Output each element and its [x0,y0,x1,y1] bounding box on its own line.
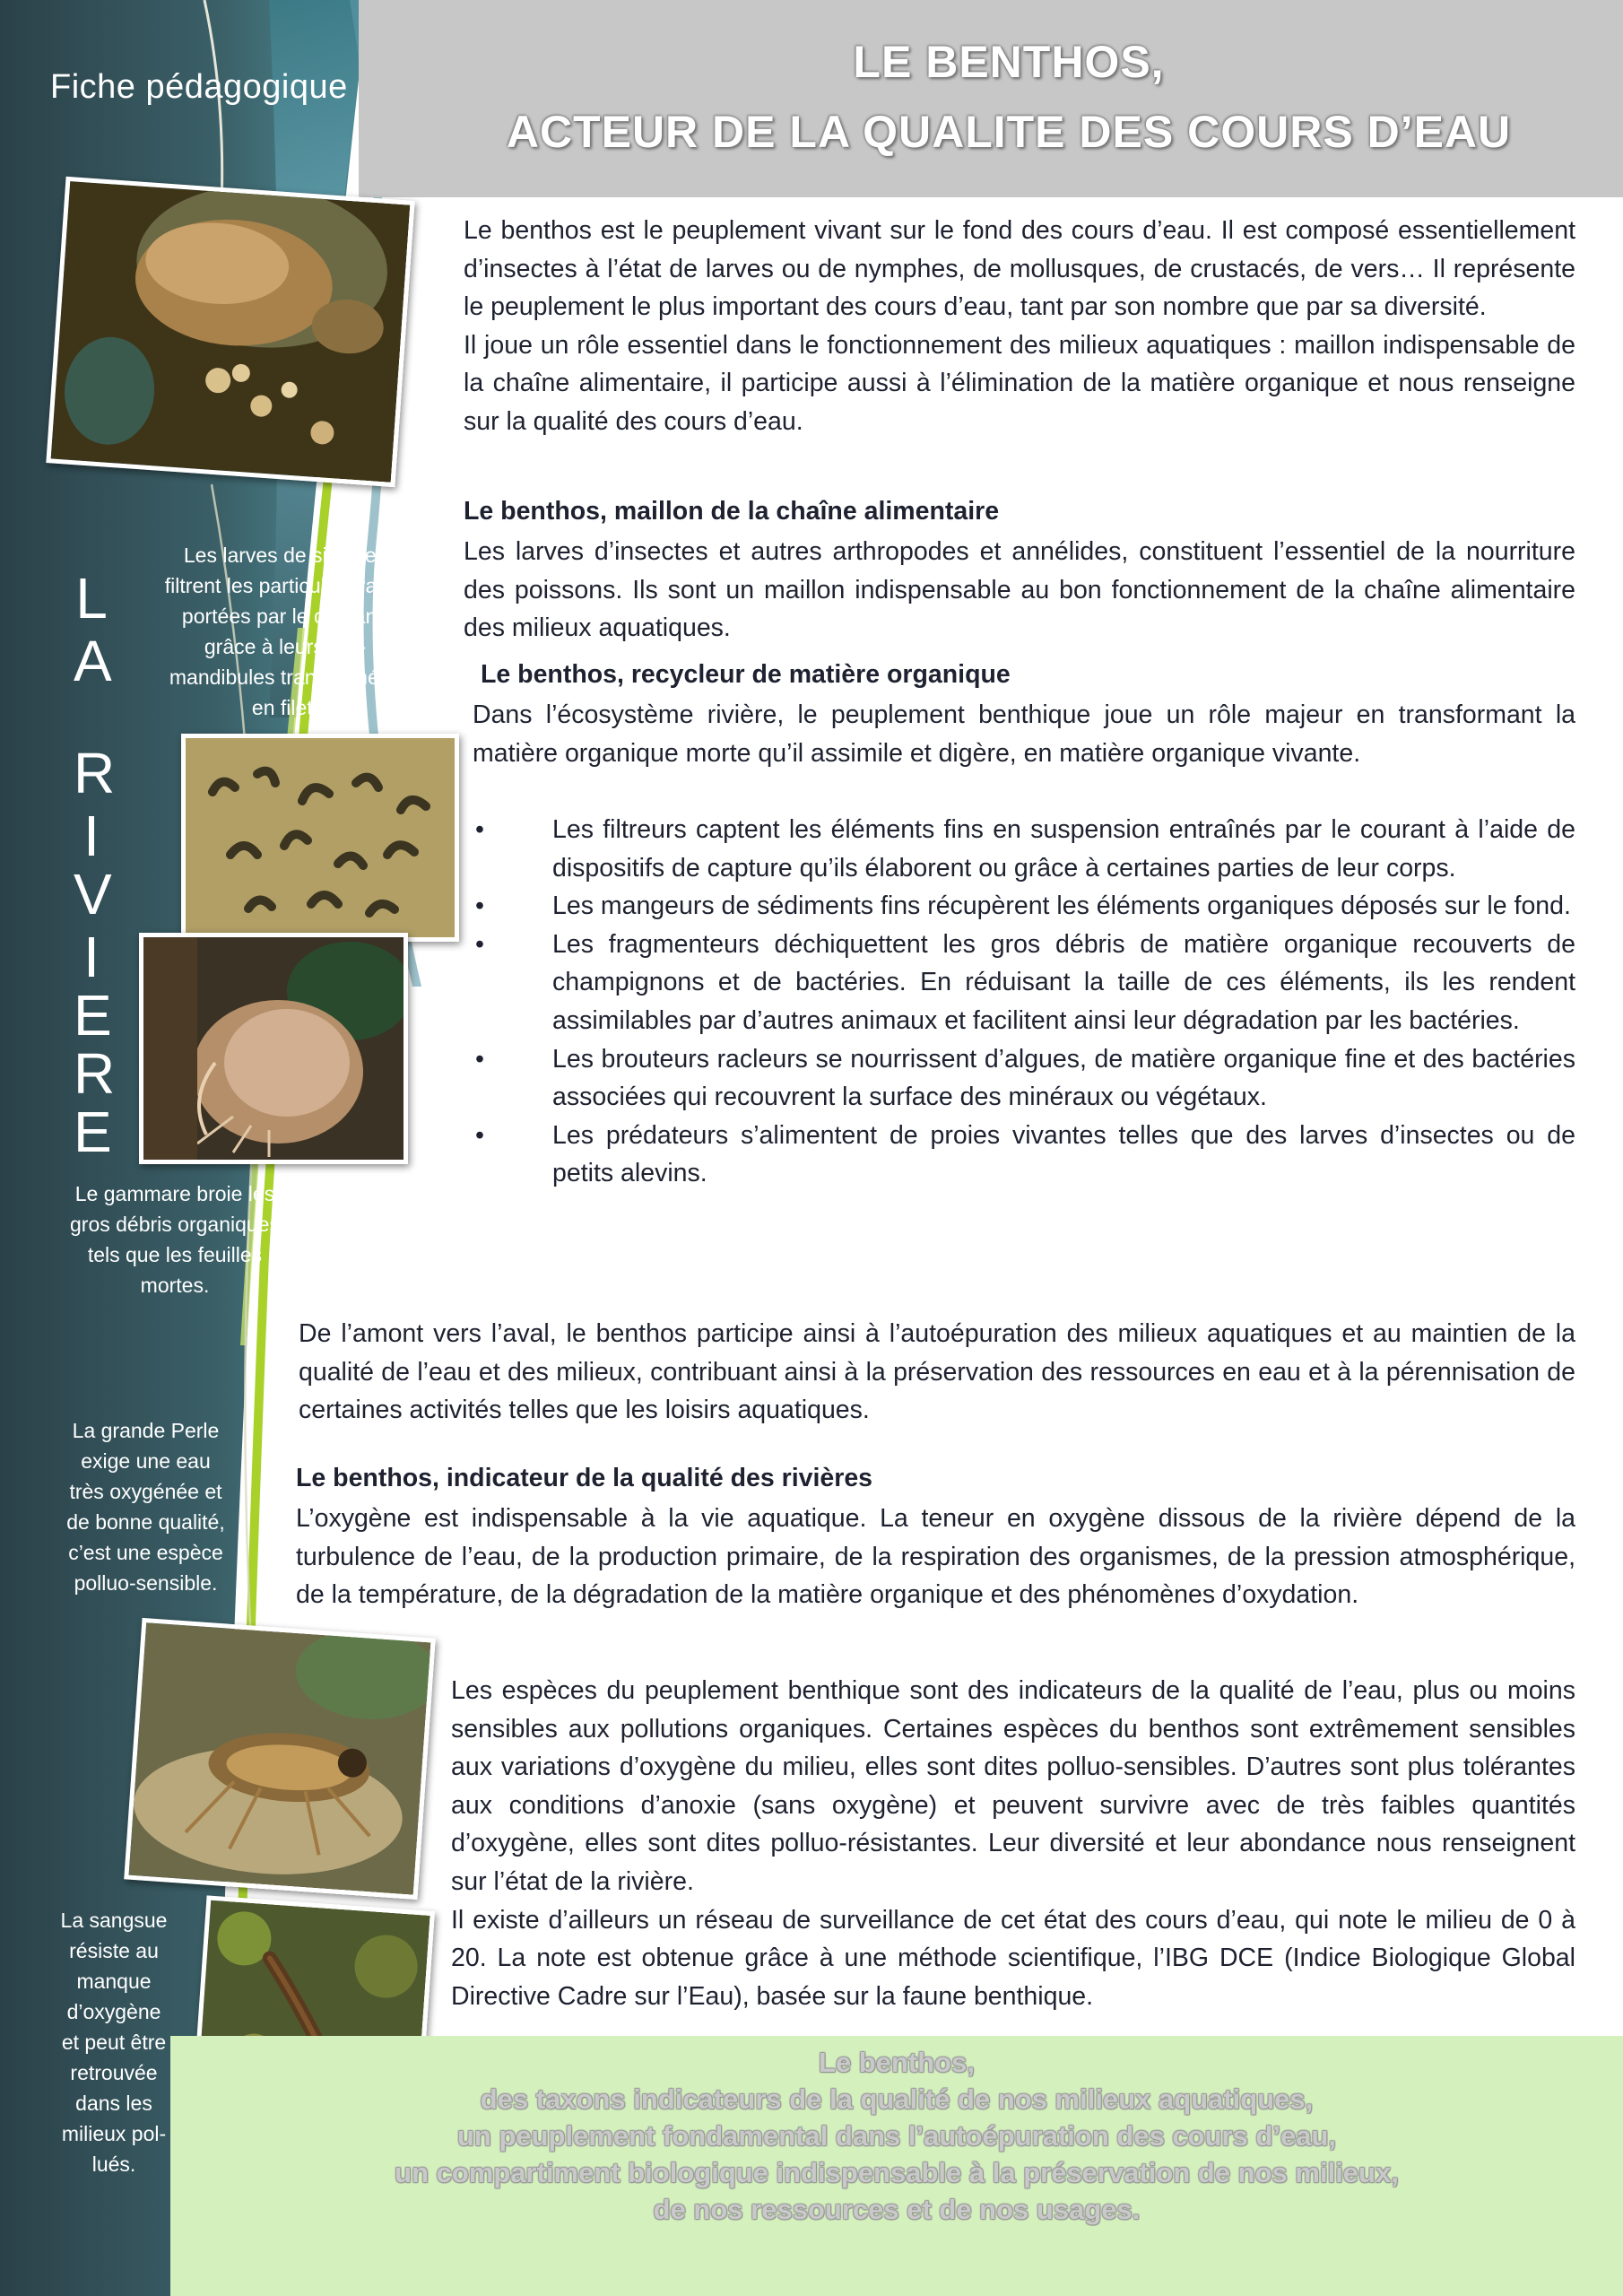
section3-heading: Le benthos, indicateur de la qualité des rivières [296,1464,873,1492]
caption-line: mortes. [140,1274,210,1297]
section3-paragraph: Les espèces du peuplement benthique sont des indicateurs de la qualité de l’eau, plus ou moins sensibles aux pollutions organiques. Certaines espèces du benthos sont extrêmement sensibles aux variations d’oxygène du milieu, elles sont dites polluo-sensibles. D’autres sont plus tolérantes aux conditions d’anoxie (sans oxygène) et peuvent survivre avec de très faibles quantités d’oxygène, elles sont dites polluo-résistantes. Leur diversité et leur abondance nous renseignent sur l’état de la rivière. [451,1676,1575,1896]
header-band [359,0,1623,197]
banner-line: de nos ressources et de nos usages. [653,2194,1141,2225]
stones-larvae-photo [46,177,414,487]
list-item-text: Les brouteurs racleurs se nourrissent d’algues, de matière organique fine et des bactéries associées qui recouvrent la surface des minéraux ou végétaux. [552,1044,1575,1112]
caption-line: polluo-sensible. [74,1571,218,1595]
caption-line: lués. [91,2152,136,2176]
bullet-icon: • [475,815,484,844]
vertical-letter: R [74,1041,116,1106]
caption-line: en filet. [251,696,319,719]
caption-line: milieux pol- [61,2122,167,2145]
caption-line: d’oxygène [66,2000,161,2023]
list-item-text: Les prédateurs s’alimentent de proies vivantes telles que des larves d’insectes ou de petits alevins. [552,1120,1575,1188]
list-item [475,811,1575,887]
perle-larva-photo [124,1618,436,1900]
vertical-letter: I [83,925,100,989]
intro-paragraph-2: Il joue un rôle essentiel dans le fonctionnement des milieux aquatiques : maillon indispensable de la chaîne alimentaire, il participe aussi à l’élimination de la matière organique et nous renseigne sur la qualité des cours d’eau. [464,330,1575,436]
caption-line: dans les [75,2092,152,2115]
caption-line: filtrent les particules trans- [164,574,406,597]
caption-line: de bonne qualité, [66,1510,225,1534]
section3-paragraph: Il existe d’ailleurs un réseau de surveillance de cet état des cours d’eau, qui note le milieu de 0 à 20. La note est obtenue grâce à une méthode scientifique, l’IBG DCE (Indice Biologique Global Directive Cadre sur l’Eau), basée sur la faune benthique. [451,1905,1575,2011]
list-item [475,926,1575,1040]
caption-line: résiste au [69,1939,159,1962]
banner-line: un peuplement fondamental dans l’autoépuration des cours d’eau, [456,2120,1337,2152]
banner-line: Le benthos, [819,2047,975,2078]
page-title-line-1: LE BENTHOS, [853,37,1165,87]
caption-simulies [151,540,420,723]
intro-block [464,212,1575,441]
list-item-text: Les filtreurs captent les éléments fins en suspension entraînés par le courant à l’aide de dispositifs de capture qu’ils élaborent ou grâce à certaines parties de leur corps. [552,815,1575,883]
section2-conclusion: De l’amont vers l’aval, le benthos participe ainsi à l’autoépuration des milieux aquatiques et au maintien de la qualité de l’eau et des milieux, contribuant ainsi à la préservation des ressources en eau et à la pérennisation de certaines activités telles que les loisirs aquatiques. [299,1319,1575,1425]
banner-line: un compartiment biologique indispensable à la préservation de nos milieux, [395,2157,1399,2188]
section2-text: Dans l’écosystème rivière, le peuplement benthique joue un rôle majeur en transformant la matière organique morte qu’il assimile et digère, en matière organique vivante. [473,700,1575,768]
caption-line: très oxygénée et [69,1480,222,1503]
page-title-line-2: ACTEUR DE LA QUALITE DES COURS D’EAU [506,107,1512,157]
list-item [475,1117,1575,1193]
section3-text: L’oxygène est indispensable à la vie aquatique. La teneur en oxygène dissous de la rivière dépend de la turbulence de l’eau, de la production primaire, de la respiration des organismes, de la pression atmosphérique, de la température, de la dégradation de la matière organique et des phénomènes d’oxydation. [296,1504,1575,1610]
vertical-letter: E [74,983,112,1048]
section1-heading: Le benthos, maillon de la chaîne alimentaire [464,497,1000,526]
caption-gammare [45,1178,305,1300]
gammare-photo [139,933,408,1164]
section2-bullets [475,811,1575,1193]
caption-line: tels que les feuilles [87,1243,263,1266]
caption-sangsue [50,1905,178,2179]
bullet-icon: • [475,929,484,959]
section1-text: Les larves d’insectes et autres arthropodes et annélides, constituent l’essentiel de la nourriture des poissons. Ils sont un maillon indispensable au bon fonctionnement de la chaîne alimentaire des milieux aquatiques. [464,537,1575,643]
list-item-text: Les fragmenteurs déchiquettent les gros débris de matière organique recouverts de champignons et de bactéries. En réduisant la taille de ces éléments, ils les rendent assimilables par d’autres animaux et facilitent ainsi leur dégradation par les bactéries. [552,929,1575,1035]
caption-line: Les larves de simulies [183,544,387,567]
caption-line: La grande Perle [72,1419,220,1442]
caption-line: Le gammare broie les [74,1182,275,1205]
caption-line: et peut être [61,2031,167,2054]
vertical-letter: I [83,804,100,868]
bullet-icon: • [475,1044,484,1074]
intro-paragraph: Le benthos est le peuplement vivant sur le fond des cours d’eau. Il est composé essentiellement d’insectes à l’état de larves ou de nymphes, de mollusques, de crustacés, de vers… Il représente le peuplement le plus important des cours d’eau, tant par son nombre que par sa diversité. [464,216,1575,322]
banner-line: des taxons indicateurs de la qualité de nos milieux aquatiques, [480,2083,1314,2115]
simulies-larvae-photo [181,734,459,942]
caption-line: mandibules transformées [169,665,402,689]
vertical-letter: A [74,629,112,693]
vertical-letter: E [74,1100,112,1164]
bullet-icon: • [475,891,484,921]
caption-line: exige une eau [81,1449,211,1473]
vertical-letter: L [75,566,108,631]
bullet-icon: • [475,1120,484,1150]
vertical-letter: V [74,862,112,926]
caption-line: manque [76,1970,152,1993]
section2-heading: Le benthos, recycleur de matière organique [481,660,1011,689]
caption-line: retrouvée [70,2061,158,2084]
caption-perle [45,1415,247,1598]
caption-line: c’est une espèce [68,1541,223,1564]
vertical-letter: R [74,741,116,805]
list-item [475,1040,1575,1117]
fiche-label: Fiche pédagogique [50,68,348,106]
caption-line: grâce à leurs pré- [204,635,367,658]
list-item-text: Les mangeurs de sédiments fins récupèrent les éléments organiques déposés sur le fond. [552,891,1571,921]
caption-line: portées par le courant, [181,604,389,628]
section3-text-2 [451,1672,1575,2015]
list-item [475,887,1575,926]
caption-line: gros débris organiques [70,1213,280,1236]
caption-line: La sangsue [60,1909,168,1932]
